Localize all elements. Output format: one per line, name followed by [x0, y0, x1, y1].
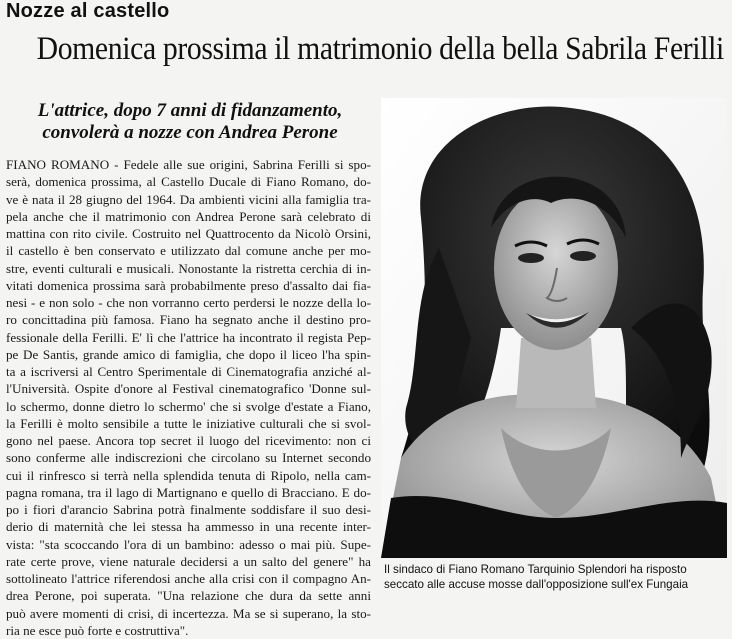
photo-caption: [384, 562, 730, 592]
body-line: ve è nata il 28 giugno del 1964. Da ambienti vicini alla famiglia tra-: [6, 191, 371, 207]
body-line: mattina con rito civile. Costruito nel Quattrocento da Nicolò Orsini,: [6, 226, 371, 241]
subhead-line-2: convolerà a nozze con Andrea Perone: [42, 122, 338, 143]
body-line: pagna romana, tra il lago di Martignano e quello di Bracciano. E do-: [6, 484, 371, 500]
caption-line-2: seccato alle accuse mosse dall'opposizione sull'ex Fungaia: [384, 578, 689, 591]
body-line: l'Università. Ospite d'onore al Festival cinematografico 'Donne sul-: [6, 381, 371, 397]
article-body: [6, 156, 371, 639]
body-line: ta a iscriversi al Centro Sperimentale di Cinematografia anziché al-: [6, 364, 371, 379]
section-kicker: Nozze al castello: [6, 0, 170, 22]
body-line: ro concittadina più famosa. Fiano ha segnato anche il destino pro-: [6, 312, 371, 328]
body-line: il castello è ben conservato e utilizzato dal comune anche per mo-: [6, 243, 371, 259]
body-line: FIANO ROMANO - Fedele alle sue origini, Sabrina Ferilli si spo-: [6, 157, 371, 172]
body-line: rate certe prove, viene naturale decidersi a un salto del genere" ha: [6, 553, 371, 569]
body-line: nesi - e non solo - che non vorranno certo perdersi le nozze della lo-: [6, 295, 371, 310]
body-line: gono nel paese. Ancora top secret il luogo del ricevimento: non ci: [6, 433, 371, 448]
article-headline: Domenica prossima il matrimonio della bella Sabrila Ferilli: [36, 31, 724, 67]
body-line: drea Perone, poi superata. "Una relazione che dura da sette anni: [6, 588, 371, 604]
body-line: fessionale della Ferilli. E' lì che l'attrice ha incontrato il regista Pep-: [6, 329, 371, 345]
body-line: pe De Santis, grande amico di famiglia, che dopo il liceo l'ha spin-: [6, 346, 371, 362]
body-line: può avere momenti di crisi, di incertezza. Ma se si superano, la sto-: [6, 605, 371, 621]
article-photo: [381, 98, 727, 558]
body-line: serà, domenica prossima, al Castello Ducale di Fiano Romano, do-: [6, 174, 371, 190]
article-subheadline: [5, 100, 375, 144]
body-line: sono conferme alle indiscrezioni che circolano su Internet secondo: [6, 450, 371, 466]
body-line: cui il rinfresco si terrà nella splendida tenuta di Ripolo, nella cam-: [6, 467, 371, 483]
body-line: lo schermo, donne dietro lo schermo' che si svolge d'estate a Fiano,: [6, 398, 371, 414]
body-line: pela anche che il matrimonio con Andrea Perone sarà celebrato di: [6, 208, 371, 224]
body-line: stre, eventi culturali e musicali. Nonostante la ristretta cerchia di in-: [6, 260, 371, 276]
body-line: ria ne esce può forte e costruttiva".: [6, 622, 189, 638]
body-line: derio di maternità che lei stessa ha ammesso in una recente inter-: [6, 519, 371, 535]
body-line: sottolineato l'attrice riferendosi anche alla crisi con il compagno An-: [6, 571, 371, 586]
caption-line-1: Il sindaco di Fiano Romano Tarquinio Splendori ha risposto: [384, 563, 687, 576]
body-line: po i fiori d'arancio Sabrina potrà finalmente soddisfare il suo desi-: [6, 502, 371, 517]
body-line: vitati domenica prossima sarà probabilmente preso d'assalto dai fia-: [6, 277, 371, 293]
subhead-line-1: L'attrice, dopo 7 anni di fidanzamento,: [37, 100, 343, 121]
body-line: la Ferilli è molto sensibile a tutte le iniziative culturali che si svol-: [6, 415, 371, 431]
body-line: vista: "sta scoccando l'ora di un bambino: adesso o mai più. Supe-: [6, 536, 371, 552]
